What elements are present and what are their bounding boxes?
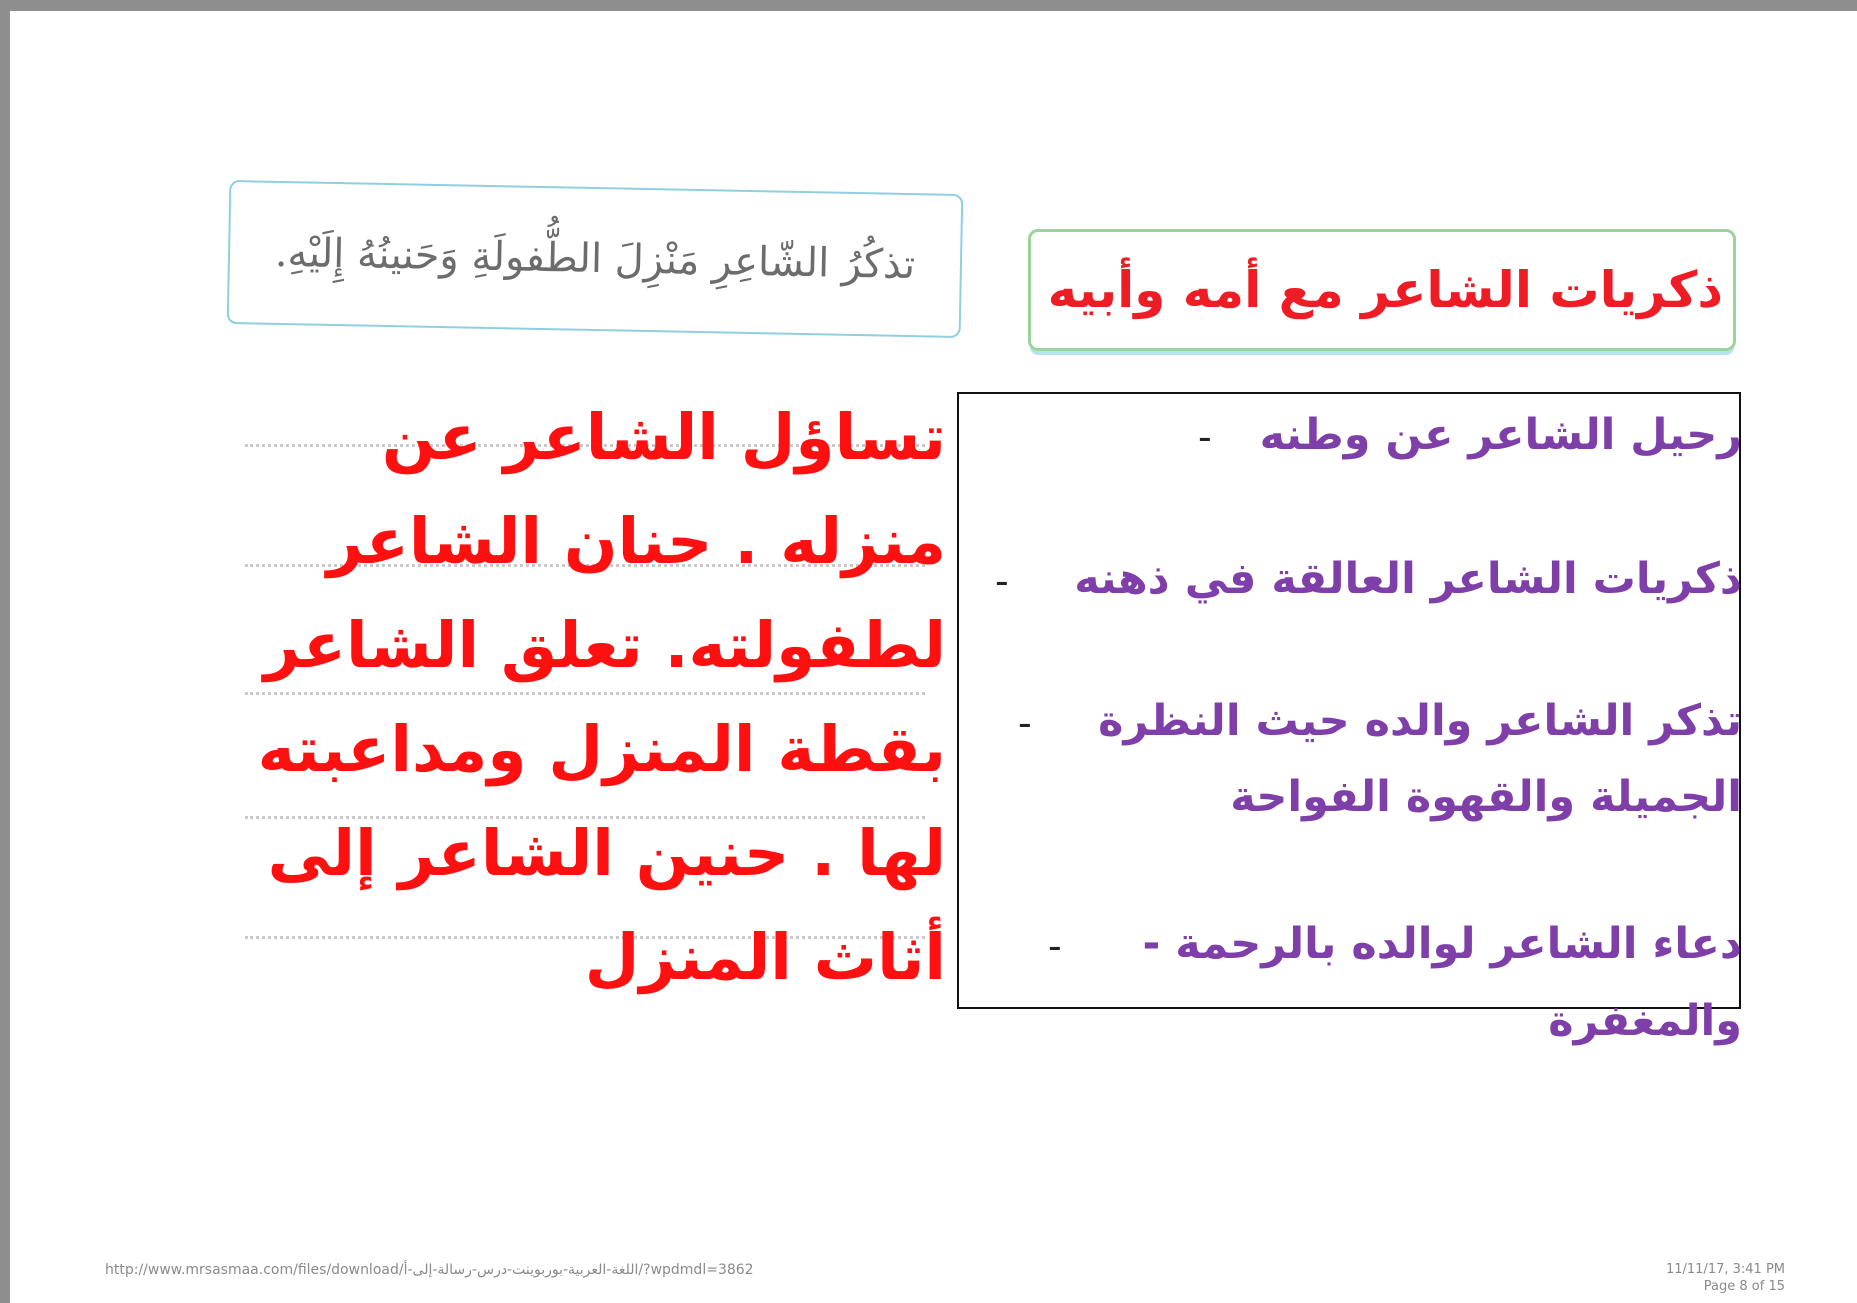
answer-text: تساؤل الشاعر عن منزله . حنان الشاعر لطفولته. تعلق الشاعر بقطة المنزل ومداعبته لها . حنين الشاعر إلى أثاث المنزل — [257, 401, 946, 994]
list-item: دعاء الشاعر لوالده بالرحمة - — [1142, 919, 1742, 969]
footer-meta — [1666, 1261, 1785, 1295]
dash-marker: - — [1018, 701, 1032, 745]
dash-marker: - — [995, 559, 1009, 603]
dash-marker: - — [1048, 924, 1062, 968]
slide-title: ذكريات الشاعر مع أمه وأبيه — [1047, 261, 1723, 319]
dash-marker: - — [1198, 415, 1212, 459]
title-box — [1028, 229, 1736, 351]
list-item: والمغفرة — [1548, 996, 1742, 1046]
footer-url: http://www.mrsasmaa.com/files/download/اللغة-العربية-بوربوينت-درس-رسالة-إلى-أ/?wpdmdl=3862 — [105, 1262, 754, 1278]
answer-area — [240, 386, 946, 1051]
list-item: رحيل الشاعر عن وطنه — [1259, 410, 1742, 460]
pdf-page — [10, 11, 1857, 1303]
instruction-box — [227, 180, 964, 338]
footer-timestamp: 11/11/17, 3:41 PM — [1665, 1262, 1785, 1277]
slide — [10, 11, 1857, 1303]
list-item: ذكريات الشاعر العالقة في ذهنه — [1074, 554, 1742, 604]
footer-page-number: Page 8 of 15 — [1703, 1279, 1785, 1294]
list-item: تذكر الشاعر والده حيث النظرة — [1098, 696, 1742, 746]
instruction-text: تذكُرُ الشّاعِرِ مَنْزِلَ الطُّفولَةِ وَحَنينُهُ إِلَيْهِ. — [274, 229, 916, 289]
list-item: الجميلة والقهوة الفواحة — [1230, 772, 1742, 822]
